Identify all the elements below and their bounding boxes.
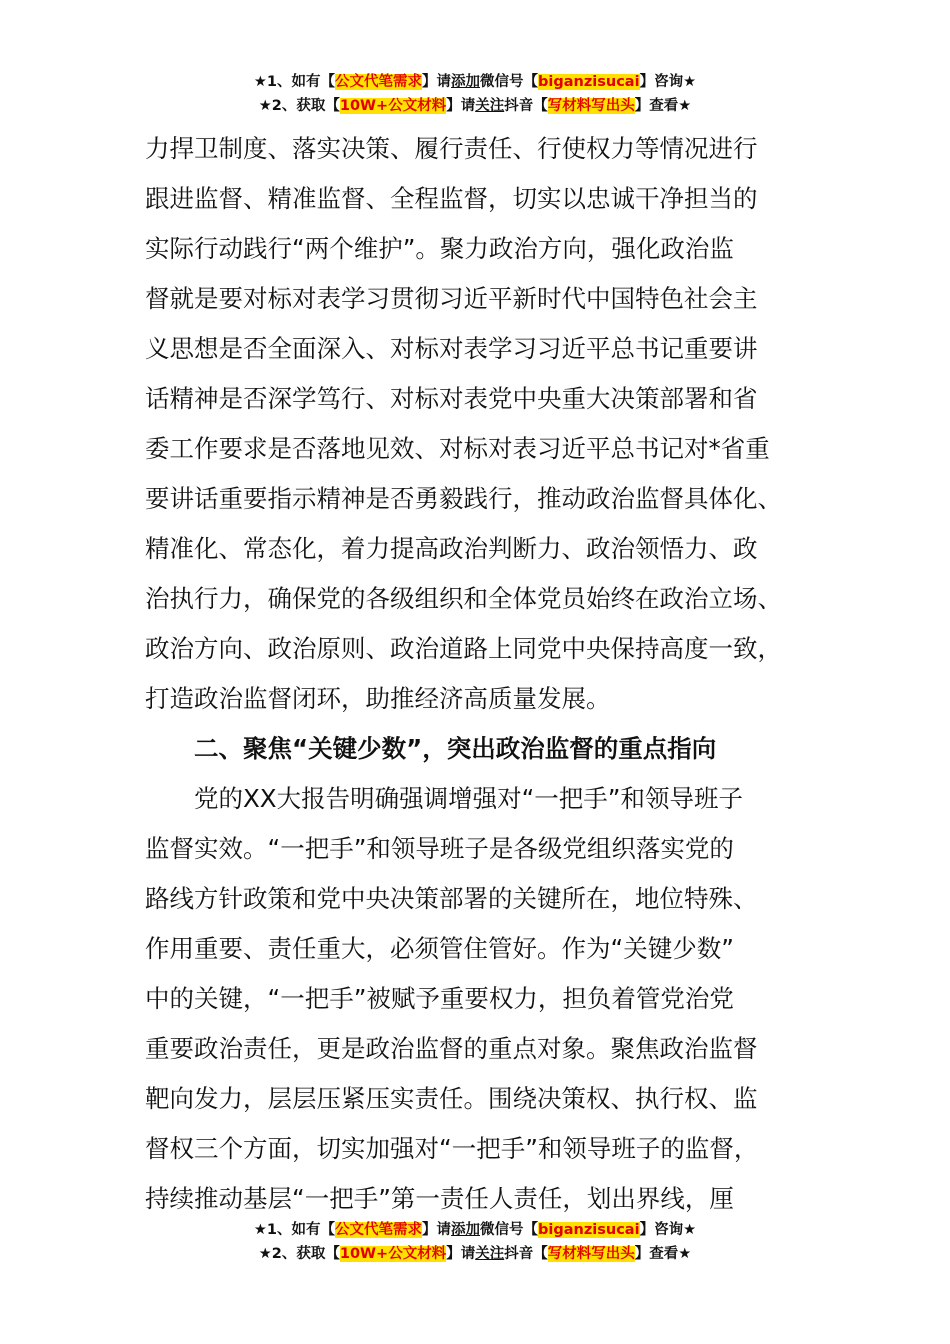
- body-line: 督就是要对标对表学习贯彻习近平新时代中国特色社会主: [145, 284, 758, 313]
- banner-highlight: 写材料写出头: [547, 1246, 635, 1262]
- banner-text: 】咨询★: [639, 1222, 697, 1238]
- banner-text: ★2、获取【: [258, 98, 340, 114]
- banner-text: ★1、如有【: [253, 74, 336, 90]
- banner-text: ★1、如有【: [253, 1222, 336, 1238]
- body-line: 治执行力，确保党的各级组织和全体党员始终在政治立场、: [145, 584, 782, 613]
- banner-highlight: biganzisucai: [538, 1222, 640, 1238]
- banner-line-2: [0, 94, 950, 118]
- banner-highlight: 公文代笔需求: [335, 74, 423, 90]
- banner-highlight: 10W+公文材料: [339, 1246, 447, 1262]
- body-line: 政治方向、政治原则、政治道路上同党中央保持高度一致，: [145, 634, 782, 663]
- body-line: 持续推动基层“一把手”第一责任人责任，划出界线，厘: [145, 1184, 734, 1213]
- header-banner: [0, 70, 950, 118]
- body-line: 力捍卫制度、落实决策、履行责任、行使权力等情况进行: [145, 134, 758, 163]
- banner-text: 抖音【: [504, 1246, 548, 1262]
- banner-text: 】查看★: [634, 1246, 692, 1262]
- body-line: 重要政治责任，更是政治监督的重点对象。聚焦政治监督: [145, 1034, 758, 1063]
- body-line: 实际行动践行“两个维护”。聚力政治方向，强化政治监: [145, 234, 734, 263]
- banner-text: ★2、获取【: [258, 1246, 340, 1262]
- banner-text: 】请: [446, 98, 476, 114]
- body-line: 义思想是否全面深入、对标对表学习习近平总书记重要讲: [145, 334, 758, 363]
- banner-line-2: [0, 1242, 950, 1266]
- body-line: 精准化、常态化，着力提高政治判断力、政治领悟力、政: [145, 534, 758, 563]
- banner-line-1: [0, 70, 950, 94]
- body-line: 打造政治监督闭环，助推经济高质量发展。: [145, 684, 611, 713]
- banner-text: 抖音【: [504, 98, 548, 114]
- banner-highlight: 10W+公文材料: [339, 98, 447, 114]
- banner-underlined: 添加: [451, 1222, 481, 1238]
- banner-text: 】请: [446, 1246, 476, 1262]
- banner-line-1: [0, 1218, 950, 1242]
- banner-highlight: biganzisucai: [538, 74, 640, 90]
- body-line: 监督实效。“一把手”和领导班子是各级党组织落实党的: [145, 834, 734, 863]
- document-body: [145, 124, 810, 1224]
- banner-underlined: 关注: [475, 1246, 505, 1262]
- section-heading: 二、聚焦“关键少数”，突出政治监督的重点指向: [194, 734, 717, 763]
- body-line: 跟进监督、精准监督、全程监督，切实以忠诚干净担当的: [145, 184, 758, 213]
- banner-text: 微信号【: [480, 74, 539, 90]
- body-line: 作用重要、责任重大，必须管住管好。作为“关键少数”: [145, 934, 734, 963]
- banner-text: 】请: [422, 1222, 452, 1238]
- body-line: 靶向发力，层层压紧压实责任。围绕决策权、执行权、监: [145, 1084, 758, 1113]
- body-line: 委工作要求是否落地见效、对标对表习近平总书记对*省重: [145, 434, 770, 463]
- banner-highlight: 公文代笔需求: [335, 1222, 423, 1238]
- footer-banner: [0, 1218, 950, 1266]
- banner-text: 】查看★: [634, 98, 692, 114]
- banner-highlight: 写材料写出头: [547, 98, 635, 114]
- body-line: 要讲话重要指示精神是否勇毅践行，推动政治监督具体化、: [145, 484, 782, 513]
- banner-text: 】请: [422, 74, 452, 90]
- body-line: 路线方针政策和党中央决策部署的关键所在，地位特殊、: [145, 884, 758, 913]
- banner-text: 】咨询★: [639, 74, 697, 90]
- body-line: 话精神是否深学笃行、对标对表党中央重大决策部署和省: [145, 384, 758, 413]
- banner-underlined: 关注: [475, 98, 505, 114]
- banner-text: 微信号【: [480, 1222, 539, 1238]
- paragraph-first-line: 党的XX大报告明确强调增强对“一把手”和领导班子: [194, 784, 743, 813]
- body-line: 督权三个方面，切实加强对“一把手”和领导班子的监督，: [145, 1134, 759, 1163]
- banner-underlined: 添加: [451, 74, 481, 90]
- body-line: 中的关键，“一把手”被赋予重要权力，担负着管党治党: [145, 984, 734, 1013]
